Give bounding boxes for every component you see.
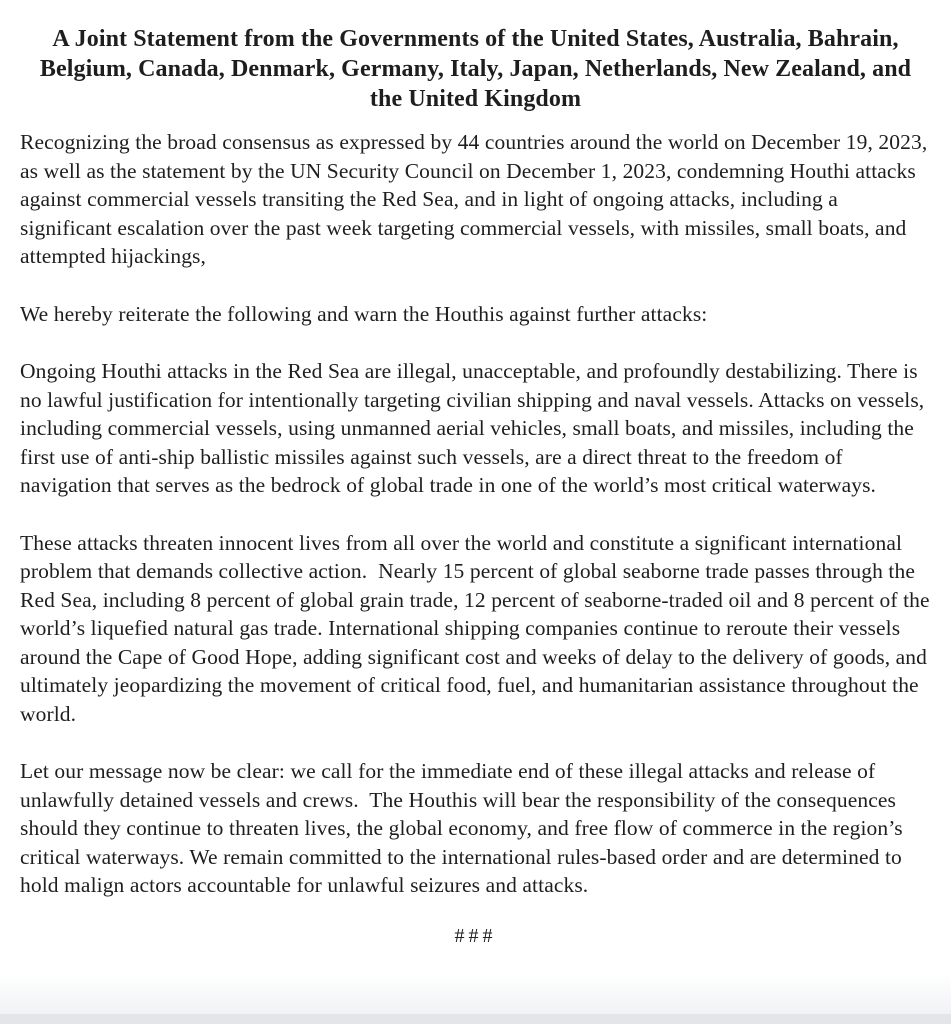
paragraph-final-warning: Let our message now be clear: we call for the immediate end of these illegal attacks and release of unlawfully detained vessels and crews. The Houthis will bear the responsibility of the consequences should they continue to threaten lives, the global economy, and free flow of commerce in the region’s critical waterways. We remain committed to the international rules-based order and are determined to hold malign actors accountable for unlawful seizures and attacks.: [20, 759, 909, 897]
end-of-statement-mark: ###: [454, 924, 497, 947]
bottom-edge-fade: [0, 974, 951, 1014]
paragraph-preamble: Recognizing the broad consensus as expressed by 44 countries around the world on December 19, 2023, as well as the statement by the UN Security Council on December 1, 2023, condemning Houthi attacks against commercial vessels transiting the Red Sea, and in light of ongoing attacks, including a significant escalation over the past week targeting commercial vessels, with missiles, small boats, and attempted hijackings,: [20, 130, 933, 268]
paragraph-reiterate: We hereby reiterate the following and warn the Houthis against further attacks:: [20, 301, 708, 326]
paragraph-global-trade-impact: These attacks threaten innocent lives from all over the world and constitute a significant international problem that demands collective action. Nearly 15 percent of global seaborne trade passes through the Red Sea, including 8 percent of global grain trade, 12 percent of seaborne-traded oil and 8 percent of the world’s liquefied natural gas trade. International shipping companies continue to reroute their vessels around the Cape of Good Hope, adding significant cost and weeks of delay to the delivery of goods, and ultimately jeopardizing the movement of critical food, fuel, and humanitarian assistance throughout the world.: [20, 530, 936, 726]
paragraph-attacks-illegal: Ongoing Houthi attacks in the Red Sea are illegal, unacceptable, and profoundly destabilizing. There is no lawful justification for intentionally targeting civilian shipping and naval vessels. Attacks on vessels, including commercial vessels, using unmanned aerial vehicles, small boats, and missiles, including the first use of anti-ship ballistic missiles against such vessels, are a direct threat to the freedom of navigation that serves as the bedrock of global trade in one of the world’s most critical waterways.: [20, 359, 930, 497]
bottom-edge-strip: [0, 1014, 951, 1024]
document-title: A Joint Statement from the Governments of the United States, Australia, Bahrain, Belgium, Canada, Denmark, Germany, Italy, Japan, Netherlands, New Zealand, and the United Kingdom: [39, 26, 912, 112]
